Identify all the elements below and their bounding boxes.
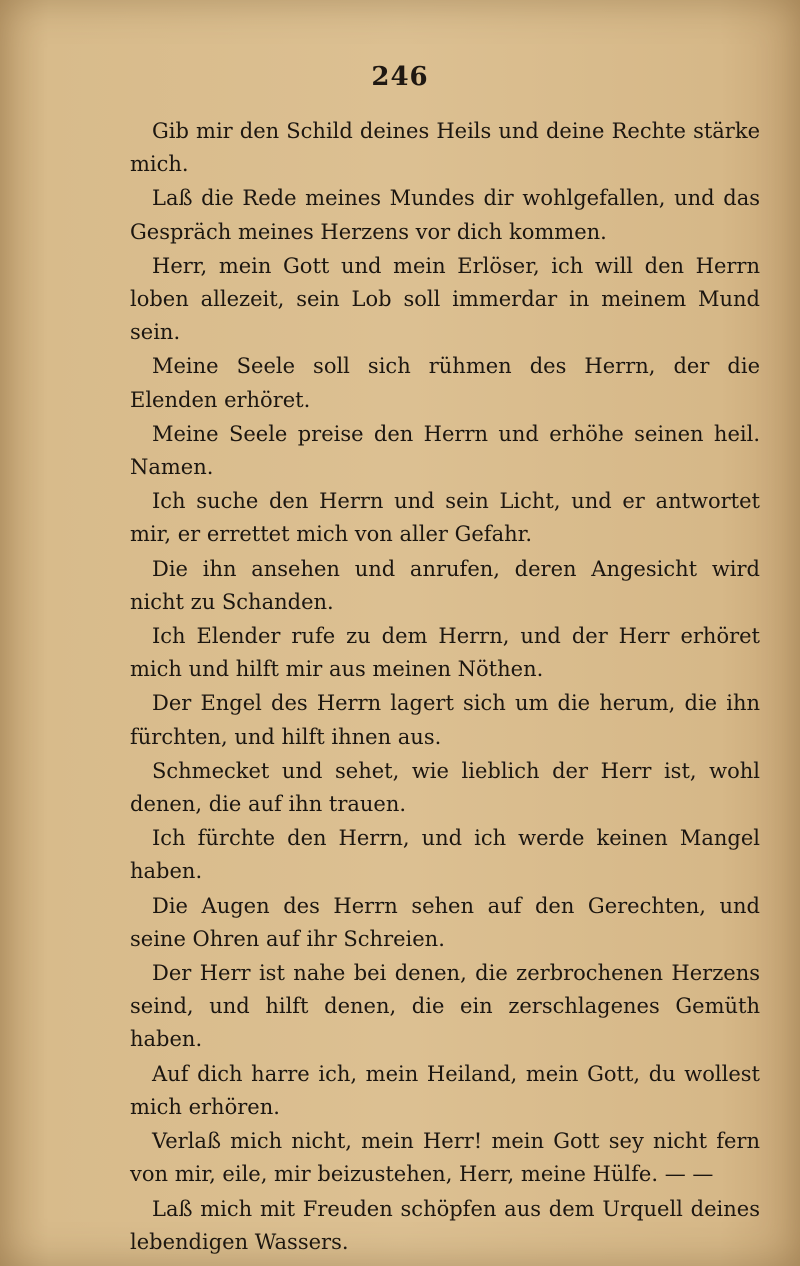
verse: Meine Seele preise den Herrn und erhöhe seinen heil. Namen. — [130, 421, 760, 480]
verse: Ich Elender rufe zu dem Herrn, und der Herr erhöret mich und hilft mir aus meinen Nöthen. — [130, 624, 760, 682]
verse: Auf dich harre ich, mein Heiland, mein Gott, du wollest mich erhören. — [130, 1061, 760, 1119]
verse: Meine Seele soll sich rühmen des Herrn, der die Elenden erhöret. — [130, 354, 760, 412]
verse: Laß die Rede meines Mundes dir wohlgefallen, und das Gespräch meines Herzens vor dich kommen. — [130, 186, 760, 244]
verse: Der Engel des Herrn lagert sich um die herum, die ihn fürchten, und hilft ihnen aus. — [130, 691, 760, 749]
page-number: 246 — [371, 62, 429, 92]
verse: Laß mich mit Freuden schöpfen aus dem Urquell deines lebendigen Wassers. — [130, 1196, 760, 1254]
verse: Herr, mein Gott und mein Erlöser, ich will den Herrn loben allezeit, sein Lob soll immerdar in meinem Mund sein. — [130, 253, 760, 345]
verse: Schmecket und sehet, wie lieblich der Herr ist, wohl denen, die auf ihn trauen. — [130, 758, 760, 817]
verse: Die Augen des Herrn sehen auf den Gerechten, und seine Ohren auf ihr Schreien. — [130, 893, 760, 951]
verse: Die ihn ansehen und anrufen, deren Angesicht wird nicht zu Schanden. — [130, 556, 760, 614]
verse: Gib mir den Schild deines Heils und deine Rechte stärke mich. — [130, 119, 760, 177]
verse: Der Herr ist nahe bei denen, die zerbrochenen Herzens seind, und hilft denen, die ein zerschlagenes Gemüth haben. — [130, 961, 760, 1052]
verse: Ich fürchte den Herrn, und ich werde keinen Mangel haben. — [130, 826, 760, 884]
verse: Ich suche den Herrn und sein Licht, und er antwortet mir, er errettet mich von aller Gefahr. — [130, 489, 760, 547]
verse: Verlaß mich nicht, mein Herr! mein Gott sey nicht fern von mir, eile, mir beizustehen, Herr, meine Hülfe. — — — [130, 1129, 760, 1187]
prayer-text — [130, 115, 760, 1260]
